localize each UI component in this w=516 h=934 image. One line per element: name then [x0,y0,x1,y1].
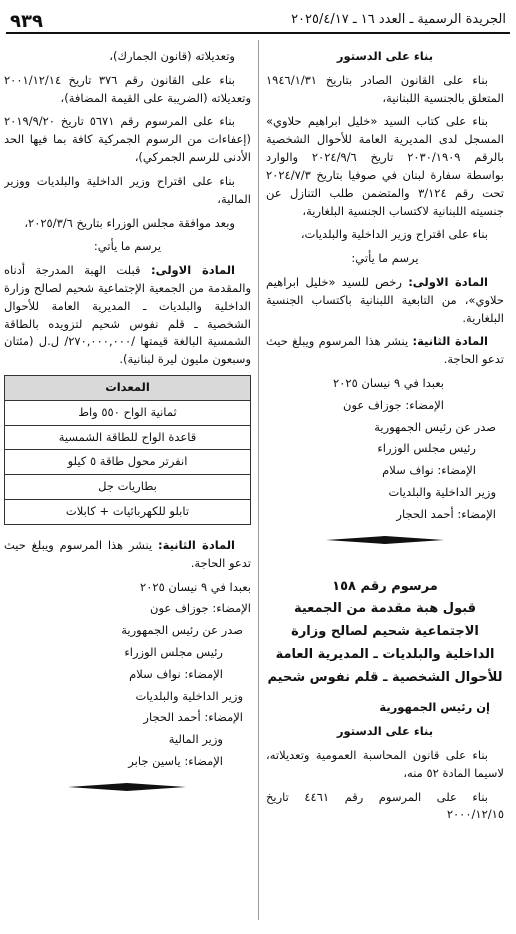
pm-title: رئيس مجلس الوزراء [377,441,476,456]
table-cell: ثمانية الواح ٥٥٠ واط [5,400,251,425]
table-cell: قاعدة الواح للطاقة الشمسية [5,425,251,450]
pm-signature: الإمضاء: نواف سلام [129,666,223,681]
decree-phrase: يرسم ما يأتي: [93,239,162,254]
pm-title: رئيس مجلس الوزراء [124,644,223,659]
pm-signature: الإمضاء: نواف سلام [382,463,476,478]
page-number: ٩٣٩ [10,11,43,32]
article-2 [266,333,504,369]
right-column [266,48,504,934]
gazette-title: الجريدة الرسمية ـ العدد ١٦ ـ ٢٠٢٥/٤/١٧ [291,12,506,27]
left-column [4,48,251,934]
paragraph: بناء على اقتراح وزير الداخلية والبلديات ووزير المالية، [4,173,251,206]
interior-minister-title: وزير الداخلية والبلديات [135,688,243,703]
table-row [5,475,251,500]
president-signature: الإمضاء: جوزاف عون [150,601,251,616]
issued-by: صدر عن رئيس الجمهورية [374,419,496,434]
paragraph: بناء على قانون المحاسبة العمومية وتعديلاته، لاسيما المادة ٥٢ منه، [266,747,504,780]
article-lead: المادة الثانية: [158,537,236,552]
decree-title [266,576,504,690]
paragraph: بناء على المرسوم رقم ٥٦٧١ تاريخ ٢٠١٩/٩/٢٠ (إعفاءات من الرسوم الجمركية كافة بما فيها الحد الأدنى للرسم الجمركي)، [4,114,251,165]
paragraph: بناء على كتاب السيد «خليل ابراهيم حلاوي» المسجل لدى المديرية العامة للأحوال الشخصية بالرقم ٢٠٣٠/١٩٠٩ تاريخ ٢٠٢٤/٩/٦ والوارد بواسطة سفارة لبنان في صوفيا بتاريخ ٢٠٢٤/٧/٣ تحت رقم ٣/١٢٤ والمتضمن طلب التنازل عن جنسيته اللبنانية لاكتساب الجنسية البلغارية، [266,114,504,218]
constitution-heading: بناء على الدستور [336,49,434,63]
equipment-table [4,375,251,525]
paragraph: بناء على القانون رقم ٣٧٦ تاريخ ٢٠٠١/١٢/١٤ وتعديلاته (الضريبة على القيمة المضافة)، [4,72,251,105]
article-lead: المادة الثانية: [412,334,489,349]
article-text: ينشر هذا المرسوم ويبلغ حيث تدعو الحاجة. [266,334,504,367]
table-header: المعدات [5,376,251,401]
article-text: قبلت الهبة المدرجة أدناه والمقدمة من الجمعية الإجتماعية شحيم لصالح وزارة الداخلية والبلديات ـ المديرية العامة للأحوال الشخصية ـ قلم نفوس شحيم لتزويده بالطاقة الشمسية البالغة قيمتها /٢٧٠,٠٠٠,٠٠٠/ ل.ل (مئتان وسبعون مليون ليرة لبنانية). [4,263,251,367]
separator-ornament [4,781,251,793]
column-divider [258,40,259,920]
paragraph: وبعد موافقة مجلس الوزراء بتاريخ ٢٠٢٥/٣/٦، [24,215,235,230]
decree-phrase: يرسم ما يأتي: [351,251,419,266]
table-row [5,500,251,525]
article-lead: المادة الاولى: [150,263,235,278]
paragraph: بناء على اقتراح وزير الداخلية والبلديات، [300,227,488,242]
interior-minister-title: وزير الداخلية والبلديات [388,485,496,500]
president-intro: إن رئيس الجمهورية [379,700,490,715]
article-lead: المادة الاولى: [408,274,488,289]
interior-minister-signature: الإمضاء: أحمد الحجار [143,710,243,725]
page-header [6,6,510,34]
article-1 [4,262,251,369]
table-cell: بطاريات جل [5,475,251,500]
table-row [5,425,251,450]
finance-minister-title: وزير المالية [168,732,223,747]
article-1 [266,274,504,327]
article-text: رخص للسيد «خليل ابراهيم حلاوي»، من التابعية اللبنانية باكتساب الجنسية البلغارية. [266,274,504,325]
paragraph: بناء على المرسوم رقم ٤٤٦١ تاريخ ٢٠٠٠/١٢/١٥ [266,789,504,822]
issued-by: صدر عن رئيس الجمهورية [121,623,243,638]
decree-subtitle: قبول هبة مقدمة من الجمعية الاجتماعية شحيم لصالح وزارة الداخلية والبلديات ـ المديرية العامة للأحوال الشخصية ـ قلم نفوس شحيم [267,601,503,685]
decree-number: مرسوم رقم ١٥٨ [332,578,438,594]
separator-ornament [266,534,504,546]
constitution-heading: بناء على الدستور [336,724,434,739]
table-cell: تابلو للكهربائيات + كابلات [5,500,251,525]
interior-minister-signature: الإمضاء: أحمد الحجار [396,506,496,521]
paragraph: وتعديلاته (قانون الجمارك)، [109,49,235,63]
table-cell: انفرتر محول طاقة ٥ كيلو [5,450,251,475]
date-line: بعبدا في ٩ نيسان ٢٠٢٥ [333,376,444,390]
paragraph: بناء على القانون الصادر بتاريخ ١٩٤٦/١/٣١ المتعلق بالجنسية اللبنانية، [266,72,504,105]
article-2 [4,537,251,573]
date-line: بعبدا في ٩ نيسان ٢٠٢٥ [140,579,251,594]
article-text: ينشر هذا المرسوم ويبلغ حيث تدعو الحاجة. [4,537,251,570]
president-signature: الإمضاء: جوزاف عون [343,397,444,412]
table-row [5,400,251,425]
table-row [5,450,251,475]
finance-minister-signature: الإمضاء: ياسين جابر [128,754,223,768]
